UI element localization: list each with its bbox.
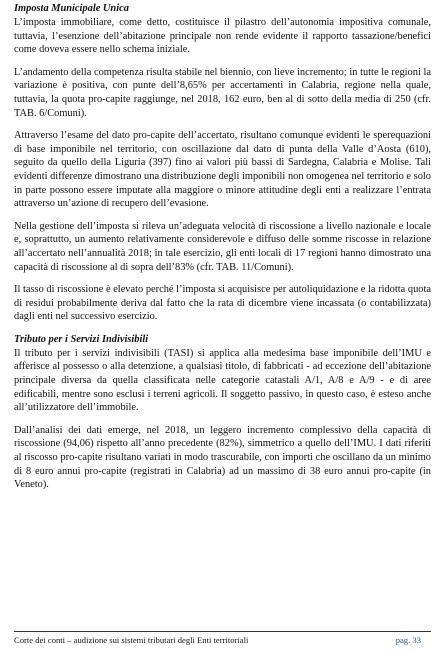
page-number: pag. 33 — [395, 635, 421, 645]
page-footer — [14, 631, 431, 646]
section-heading-imu: Imposta Municipale Unica — [14, 3, 129, 14]
paragraph-tasi-2: Dall’analisi dei dati emerge, nel 2018, un leggero incremento complessivo della capacità di riscossione (94,06) rispetto all’anno precedente (82%), simmetrico a quello dell’IMU. I dati riferiti al riscosso pro-capite risultano variati in modo trascurabile, con importi che oscillano da un minimo di 8 euro annui pro-capite (registrati in Calabria) ad un massimo di 38 euro annui pro-capite (in Veneto). — [14, 424, 431, 491]
paragraph-tasi-1: Il tributo per i servizi indivisibili (TASI) si applica alla medesima base imponibile dell’IMU e afferisce al possesso o alla detenzione, a qualsiasi titolo, di fabbricati - ad eccezione dell’abitazione principale diversa da quella classificata nelle categorie catastali A/1, A/8 e A/9 - e di aree edificabili, mentre sono esclusi i terreni agricoli. Il soggetto passivo, in questo caso, è esteso anche all’utilizzatore dell’immobile. — [14, 347, 431, 414]
document-body — [14, 2, 431, 501]
section-heading-tasi: Tributo per i Servizi Indivisibili — [14, 333, 149, 345]
paragraph-imu-2: L’andamento della competenza risulta stabile nel biennio, con lieve incremento; in tutte le regioni la variazione è positiva, con punte dell’8,65% per accertamenti in Calabria, regione nella quale, tuttavia, la quota pro-capite raggiunge, nel 2018, 162 euro, ben al di sotto della media di 250 (cfr. TAB. 6/Comuni). — [14, 66, 431, 119]
paragraph-imu-1: L’imposta immobiliare, come detto, costituisce il pilastro dell’autonomia impositiva comunale, tuttavia, l’esenzione dell’abitazione principale non rende evidente il rapporto tassazione/benefici come doveva essere nello schema iniziale. — [14, 17, 431, 56]
paragraph-imu-4: Nella gestione dell’imposta si rileva un’adeguata velocità di riscossione a livello nazionale e locale e, soprattutto, un aumento relativamente considerevole e diffuso delle somme riscosse in relazione all’accertato nell’annualità 2018; in tale esercizio, gli enti locali di 17 regioni hanno dimostrato una capacità di riscossione al di sopra dell’83% (cfr. TAB. 11/Comuni). — [14, 220, 431, 273]
paragraph-imu-5: Il tasso di riscossione è elevato perché l’imposta si acquisisce per autoliquidazione e la ridotta quota di residui probabilmente deriva dal fatto che la rata di dicembre viene incassata (o contabilizzata) dagli enti nel successivo esercizio. — [14, 284, 431, 323]
footer-source: Corte dei conti – audizione sui sistemi tributari degli Enti territoriali — [14, 635, 249, 645]
paragraph-imu-3: Attraverso l’esame del dato pro-capite dell’accertato, risultano comunque evidenti le sperequazioni di base imponibile nel territorio, con oscillazione dal dato di punta della Valle d’Aosta (610), seguito da quello della Liguria (397) fino ai valori più bassi di Sardegna, Calabria e Molise. Tali evidenti differenze dimostrano una distribuzione degli imponibili non omogenea nel territorio e solo in parte possono essere imputate alla maggiore o minore attitudine degli enti a realizzare l’entrata attraverso un’azione di recupero dell’evasione. — [14, 130, 431, 210]
